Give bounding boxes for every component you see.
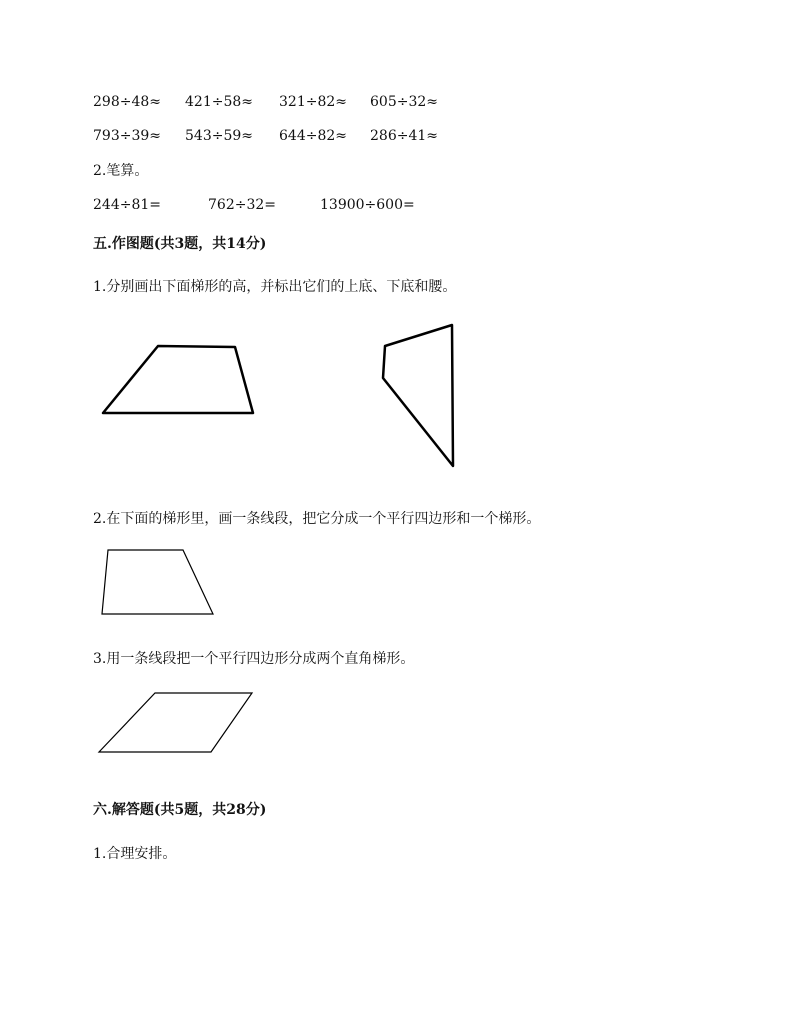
estimation-item: 286÷41≈ bbox=[370, 128, 438, 144]
estimation-item: 421÷58≈ bbox=[185, 94, 253, 110]
written-calc-item: 13900÷600= bbox=[320, 197, 415, 213]
estimation-item: 321÷82≈ bbox=[279, 94, 347, 110]
written-calc-heading: 2.笔算。 bbox=[93, 163, 149, 179]
written-calc-item: 244÷81= bbox=[93, 197, 161, 213]
written-calc-item: 762÷32= bbox=[208, 197, 276, 213]
parallelogram bbox=[99, 693, 252, 752]
question-6-1: 1.合理安排。 bbox=[93, 846, 177, 862]
question-5-3: 3.用一条线段把一个平行四边形分成两个直角梯形。 bbox=[93, 651, 415, 667]
trapezoid-2 bbox=[383, 325, 453, 466]
trapezoid-1 bbox=[103, 346, 253, 413]
estimation-item: 605÷32≈ bbox=[370, 94, 438, 110]
question-5-1: 1.分别画出下面梯形的高，并标出它们的上底、下底和腰。 bbox=[93, 279, 457, 295]
section-6-title: 六.解答题(共5题，共28分) bbox=[93, 802, 267, 818]
estimation-item: 543÷59≈ bbox=[185, 128, 253, 144]
estimation-item: 793÷39≈ bbox=[93, 128, 161, 144]
section-5-title: 五.作图题(共3题，共14分) bbox=[93, 236, 267, 252]
trapezoid-3 bbox=[102, 550, 213, 614]
estimation-item: 298÷48≈ bbox=[93, 94, 161, 110]
estimation-item: 644÷82≈ bbox=[279, 128, 347, 144]
question-5-2: 2.在下面的梯形里，画一条线段，把它分成一个平行四边形和一个梯形。 bbox=[93, 511, 541, 527]
